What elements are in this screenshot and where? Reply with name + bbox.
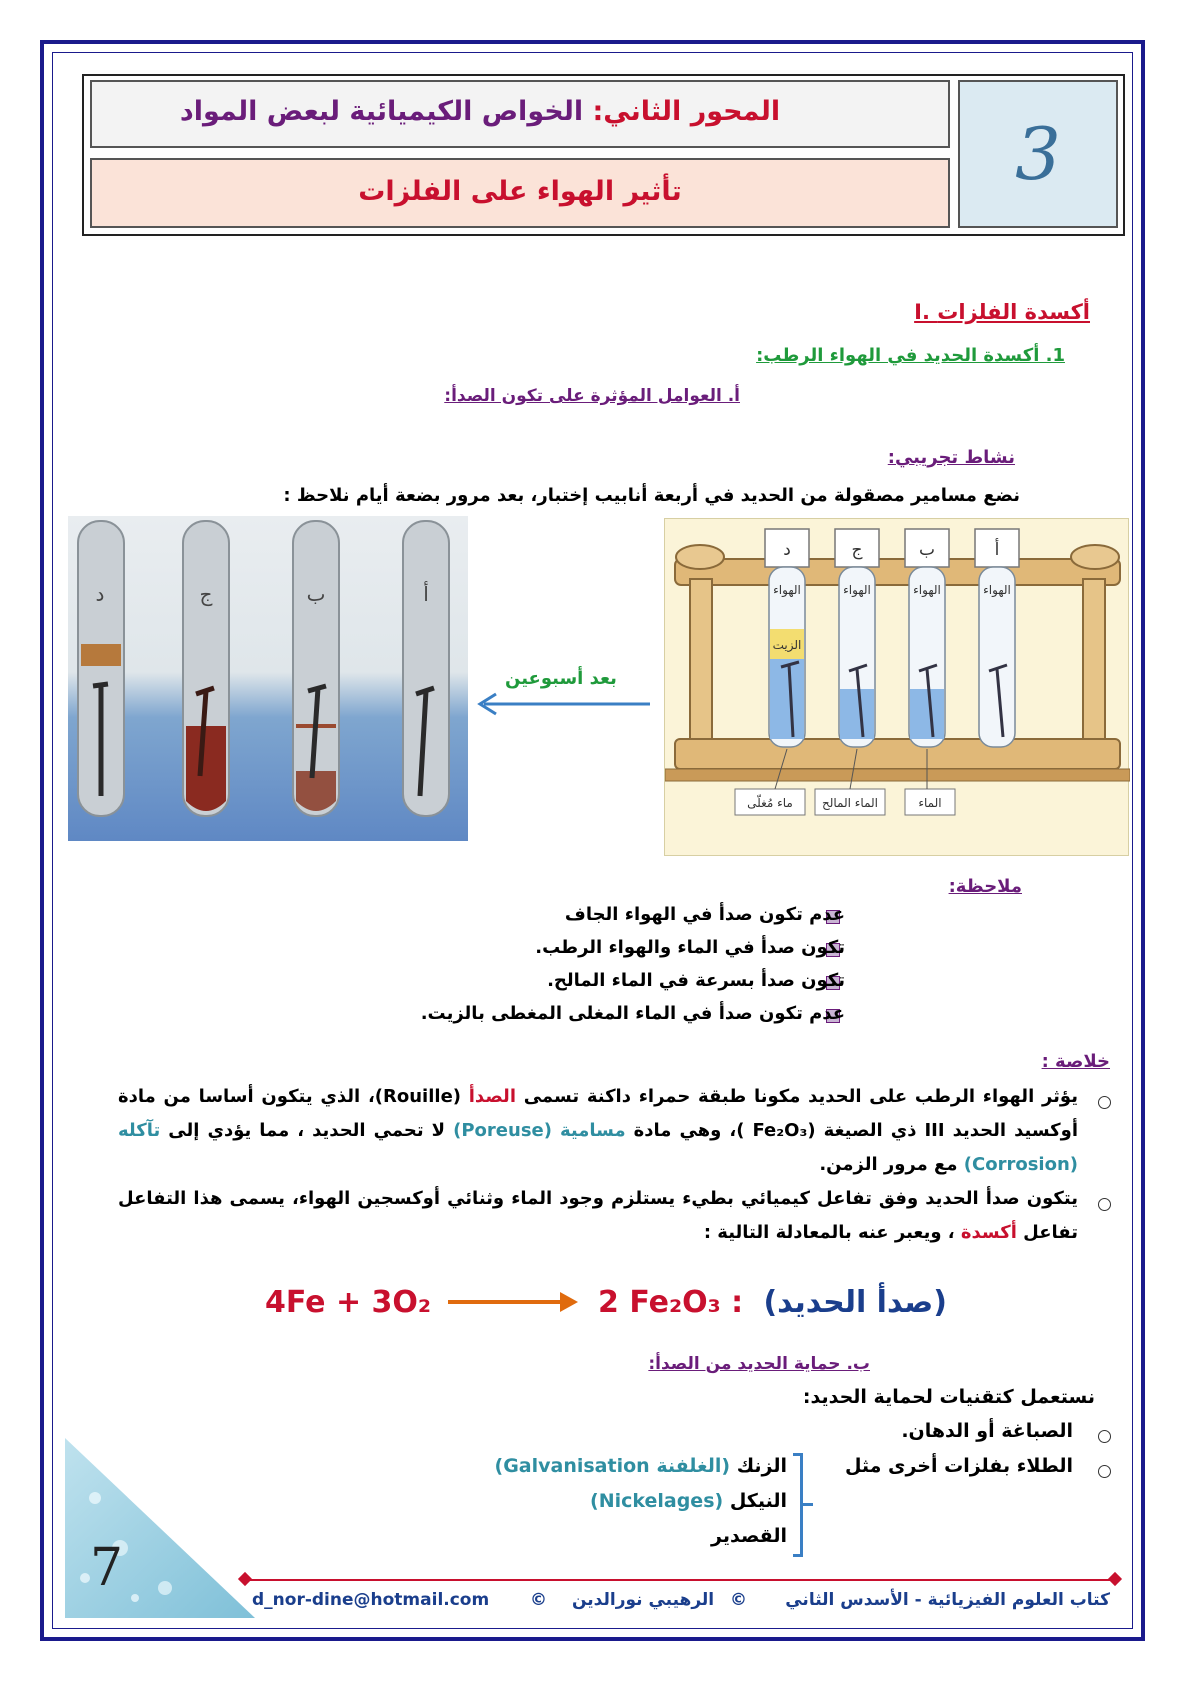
- rack-tube-d: [765, 529, 809, 747]
- photo-label-a: أ: [423, 582, 429, 606]
- section-heading-1: I. أكسدة الفلزات: [914, 300, 1090, 324]
- test-tube-rack-illustration: [664, 518, 1129, 856]
- label-water: الماء: [918, 796, 942, 810]
- photo-tube-d: [78, 521, 124, 816]
- rack-drawing: [665, 519, 1130, 857]
- rack-air-label-d: الهواء: [773, 583, 801, 597]
- section-heading-2: 1. أكسدة الحديد في الهواء الرطب:: [756, 345, 1065, 366]
- metal-nickel: النيكل: [729, 1490, 787, 1512]
- equation-arrowhead-icon: [560, 1292, 578, 1312]
- circle-bullet-icon: [1098, 1465, 1111, 1478]
- footer-book-title: كتاب العلوم الفيزيائية - الأسدس الثاني: [785, 1590, 1110, 1610]
- chapter-number: 3: [958, 80, 1118, 228]
- conclusion-p1-text-a: يؤثر الهواء الرطب على الحديد مكونا طبقة حمراء داكنة تسمى: [515, 1086, 1078, 1107]
- term-nickelage: (Nickelages): [590, 1490, 724, 1512]
- section-heading-3: أ. العوامل المؤثرة على تكون الصدأ:: [444, 386, 740, 406]
- header-title-prefix: المحور الثاني:: [592, 96, 781, 127]
- equation-product: 2 Fe₂O₃ :: [598, 1285, 744, 1320]
- equation-reactants: 4Fe + 3O₂: [265, 1285, 432, 1320]
- page-number: 7: [90, 1538, 124, 1598]
- term-corrosion: تآكله (Corrosion): [118, 1120, 1078, 1175]
- footer-copyright-1: ©: [730, 1590, 747, 1610]
- equation-arrow-icon: [448, 1300, 563, 1304]
- conclusion-paragraph-1: [118, 1080, 1078, 1182]
- conclusion-p1-text-b: (Rouille)، الذي يتكون أساسا من مادة أوكسيد الحديد III ذي الصيغة (Fe₂O₃ )، وهي مادة: [118, 1086, 1078, 1141]
- metal-zinc-row: [495, 1455, 787, 1477]
- header-subtitle: تأثير الهواء على الفلزات: [358, 176, 682, 207]
- protection-intro: نستعمل كتقنيات لحماية الحديد:: [802, 1386, 1095, 1408]
- term-galvanisation-fr: Galvanisation): [494, 1455, 650, 1477]
- conclusion-heading: خلاصة :: [1041, 1051, 1110, 1072]
- footer-divider: [245, 1579, 1115, 1581]
- rack-tube-a: [975, 529, 1019, 747]
- term-rust: الصدأ: [468, 1086, 516, 1107]
- protection-heading: ب. حماية الحديد من الصدأ:: [648, 1354, 870, 1374]
- photo-tube-b: [293, 521, 339, 816]
- photo-tube-j: [183, 521, 229, 816]
- metals-bracket: [793, 1453, 803, 1557]
- metal-nickel-row: [590, 1490, 787, 1512]
- metal-tin: القصدير: [711, 1525, 787, 1547]
- rack-label-d: د: [783, 540, 791, 560]
- rusted-tubes-photo: [68, 516, 468, 841]
- rack-label-a: أ: [994, 540, 1000, 560]
- metal-zinc: الزنك: [736, 1455, 787, 1477]
- photo-tube-a: [403, 521, 449, 816]
- conclusion-p2-text-a: يتكون صدأ الحديد وفق تفاعل كيميائي بطيء يستلزم وجود الماء وثنائي أوكسجين الهواء، يسمى هذا التفاعل تفاعل: [118, 1188, 1078, 1243]
- observation-item-2: تكون صدأ في الماء والهواء الرطب.: [535, 937, 845, 958]
- photo-label-d: د: [95, 582, 105, 606]
- circle-bullet-icon: [1098, 1430, 1111, 1443]
- conclusion-p1-text-c: لا تحمي الحديد ، مما يؤدي إلى: [160, 1120, 454, 1141]
- observation-item-3: تكون صدأ بسرعة في الماء المالح.: [547, 970, 845, 991]
- left-arrow-icon: [472, 692, 652, 716]
- photo-label-b: ب: [306, 582, 326, 606]
- label-boiled-water: ماء مُغلّى: [747, 796, 793, 810]
- conclusion-p1-text-d: مع مرور الزمن.: [819, 1154, 964, 1175]
- observation-heading: ملاحظة:: [948, 876, 1022, 897]
- rack-air-label-a: الهواء: [983, 583, 1011, 597]
- term-galvanisation-ar: (الغلفنة: [656, 1455, 731, 1477]
- equation-product-name: (صدأ الحديد): [763, 1285, 947, 1320]
- protection-item-coating: الطلاء بفلزات أخرى مثل: [844, 1455, 1073, 1477]
- label-salt-water: الماء المالح: [821, 796, 879, 810]
- footer-author: الرهيبي نورالدين: [572, 1590, 715, 1610]
- header-title: [100, 96, 860, 127]
- metals-bracket-tick: [803, 1503, 813, 1506]
- footer-copyright-2: ©: [530, 1590, 547, 1610]
- rack-tube-j: [835, 529, 879, 747]
- footer-email: d_nor-dine@hotmail.com: [252, 1590, 490, 1610]
- circle-bullet-icon: [1098, 1096, 1111, 1109]
- rack-tube-b: [905, 529, 949, 747]
- after-two-weeks-label: بعد أسبوعين: [505, 668, 617, 689]
- observation-item-4: عدم تكون صدأ في الماء المغلى المغطى بالزيت.: [420, 1003, 845, 1024]
- rack-air-label-b: الهواء: [913, 583, 941, 597]
- term-porous: مسامية (Poreuse): [453, 1120, 626, 1141]
- rack-label-j: ج: [851, 540, 863, 560]
- activity-intro: نضع مسامير مصقولة من الحديد في أربعة أنابيب إختبار، بعد مرور بضعة أيام نلاحظ :: [283, 485, 1020, 506]
- photo-label-j: ج: [199, 582, 213, 606]
- circle-bullet-icon: [1098, 1198, 1111, 1211]
- conclusion-p2-text-b: ، ويعبر عنه بالمعادلة التالية :: [703, 1222, 961, 1243]
- rack-oil-label: الزيت: [772, 638, 802, 652]
- header-title-rest: الخواص الكيميائية لبعض المواد: [179, 96, 593, 127]
- rack-air-label-j: الهواء: [843, 583, 871, 597]
- protection-item-paint: الصباغة أو الدهان.: [901, 1420, 1073, 1442]
- conclusion-paragraph-2: [118, 1182, 1078, 1250]
- rack-label-b: ب: [918, 540, 936, 560]
- activity-heading: نشاط تجريبي:: [887, 447, 1015, 468]
- term-oxidation: أكسدة: [960, 1222, 1017, 1243]
- observation-item-1: عدم تكون صدأ في الهواء الجاف: [564, 904, 845, 925]
- tubes-photo-drawing: [68, 516, 468, 841]
